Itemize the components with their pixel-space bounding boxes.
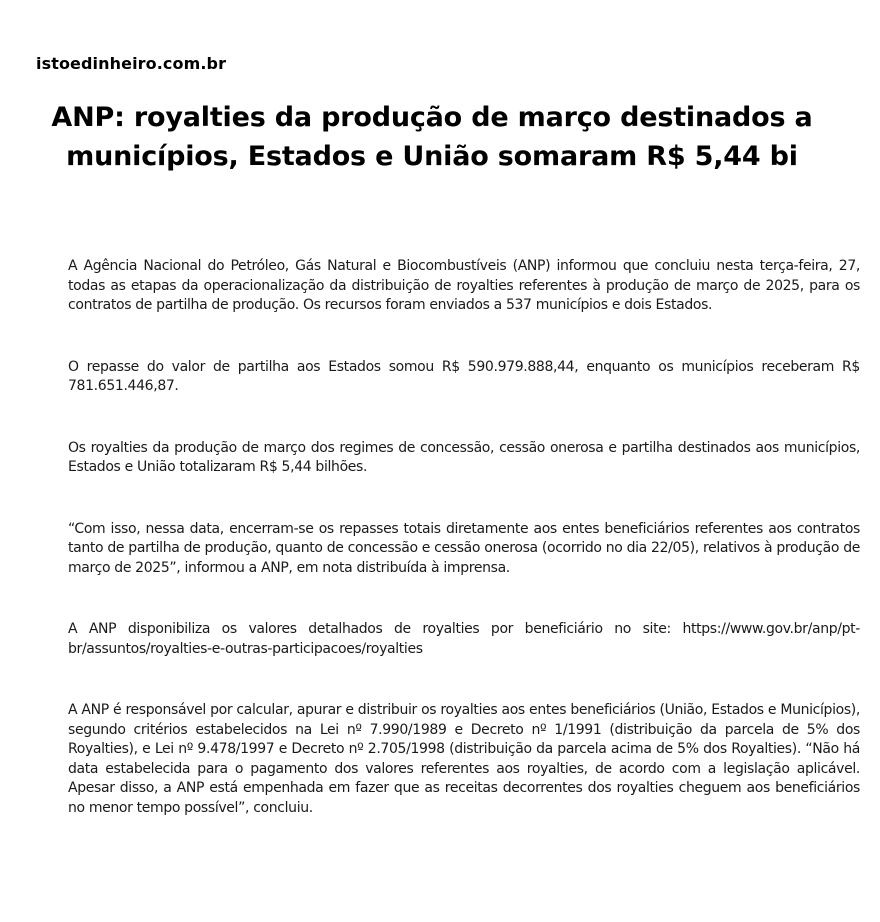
article-paragraph: A ANP disponibiliza os valores detalhados de royalties por beneficiário no site: https://www.gov.br/anp/pt-br/assuntos/royalties-e-outras-participacoes/royalties xyxy=(68,621,860,657)
site-name: istoedinheiro.com.br xyxy=(36,54,227,73)
article-body xyxy=(68,257,860,818)
article-paragraph: O repasse do valor de partilha aos Estados somou R$ 590.979.888,44, enquanto os municípios receberam R$ 781.651.446,87. xyxy=(68,358,860,394)
article-paragraph: “Com isso, nessa data, encerram-se os repasses totais diretamente aos entes beneficiários referentes aos contratos tanto de partilha de produção, quanto de concessão e cessão onerosa (ocorrido no dia 22/05), relativos à produção de março de 2025”, informou a ANP, em nota distribuída à imprensa. xyxy=(68,520,860,576)
article-headline: ANP: royalties da produção de março destinados a municípios, Estados e União somaram R$ 5,44 bi xyxy=(51,102,813,172)
article-paragraph: A ANP é responsável por calcular, apurar e distribuir os royalties aos entes beneficiários (União, Estados e Municípios), segundo critérios estabelecidos na Lei nº 7.990/1989 e Decreto nº 1/1991 (distribuição da parcela de 5% dos Royalties), e Lei nº 9.478/1997 e Decreto nº 2.705/1998 (distribuição da parcela acima de 5% dos Royalties). “Não há data estabelecida para o pagamento dos valores referentes aos royalties, de acordo com a legislação aplicável. Apesar disso, a ANP está empenhada em fazer que as receitas decorrentes dos royalties cheguem aos beneficiários no menor tempo possível”, concluiu. xyxy=(68,702,860,816)
article-paragraph: Os royalties da produção de março dos regimes de concessão, cessão onerosa e partilha destinados aos municípios, Estados e União totalizaram R$ 5,44 bilhões. xyxy=(68,439,860,475)
article-paragraph: A Agência Nacional do Petróleo, Gás Natural e Biocombustíveis (ANP) informou que concluiu nesta terça-feira, 27, todas as etapas da operacionalização da distribuição de royalties referentes à produção de março de 2025, para os contratos de partilha de produção. Os recursos foram enviados a 537 municípios e dois Estados. xyxy=(68,258,860,313)
